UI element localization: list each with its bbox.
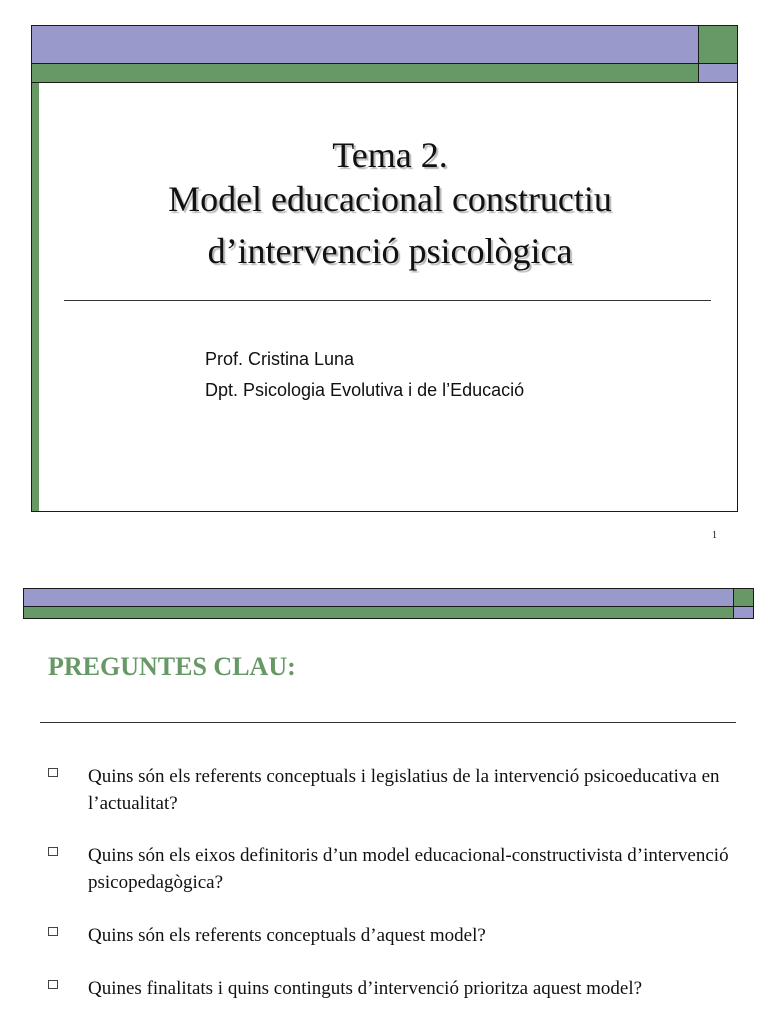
square-bullet-icon [48,768,58,777]
slide-2-green-bar [23,607,734,619]
question-text: Quins són els referents conceptuals i legislatius de la intervenció psicoeducativa en l’actualitat? [88,766,720,814]
slide-2-top-bar [23,588,734,607]
slide-title-line-2: Model educacional constructiu [168,179,612,219]
square-bullet-icon [48,927,58,936]
slide-1-green-bar [32,64,698,83]
heading-divider [40,722,736,723]
slide-title-line-1: Tema 2. [332,135,448,175]
square-bullet-icon [48,980,58,989]
slide-title-line-3: d’intervenció psicològica [207,231,573,271]
department-name: Dpt. Psicologia Evolutiva i de l’Educació [205,380,525,400]
slide-2-corner-square-lilac [734,607,754,619]
square-bullet-icon [48,847,58,856]
question-text: Quins són els eixos definitoris d’un model educacional-constructivista d’intervenció psicopedagògica? [88,845,729,893]
section-heading: PREGUNTES CLAU: [48,652,296,681]
author-name: Prof. Cristina Luna [205,349,355,369]
slide-2-corner-square-green [734,588,754,607]
question-text: Quins són els referents conceptuals d’aquest model? [88,925,486,946]
title-divider [64,300,711,301]
question-text: Quines finalitats i quins continguts d’intervenció prioritza aquest model? [88,978,643,999]
slide-1-corner-square-green [698,26,737,64]
slide-1-corner-square-lilac [698,64,737,83]
slide-1-top-bar [32,26,698,64]
slide-1-left-strip [32,83,39,511]
page-number: 1 [712,530,717,541]
